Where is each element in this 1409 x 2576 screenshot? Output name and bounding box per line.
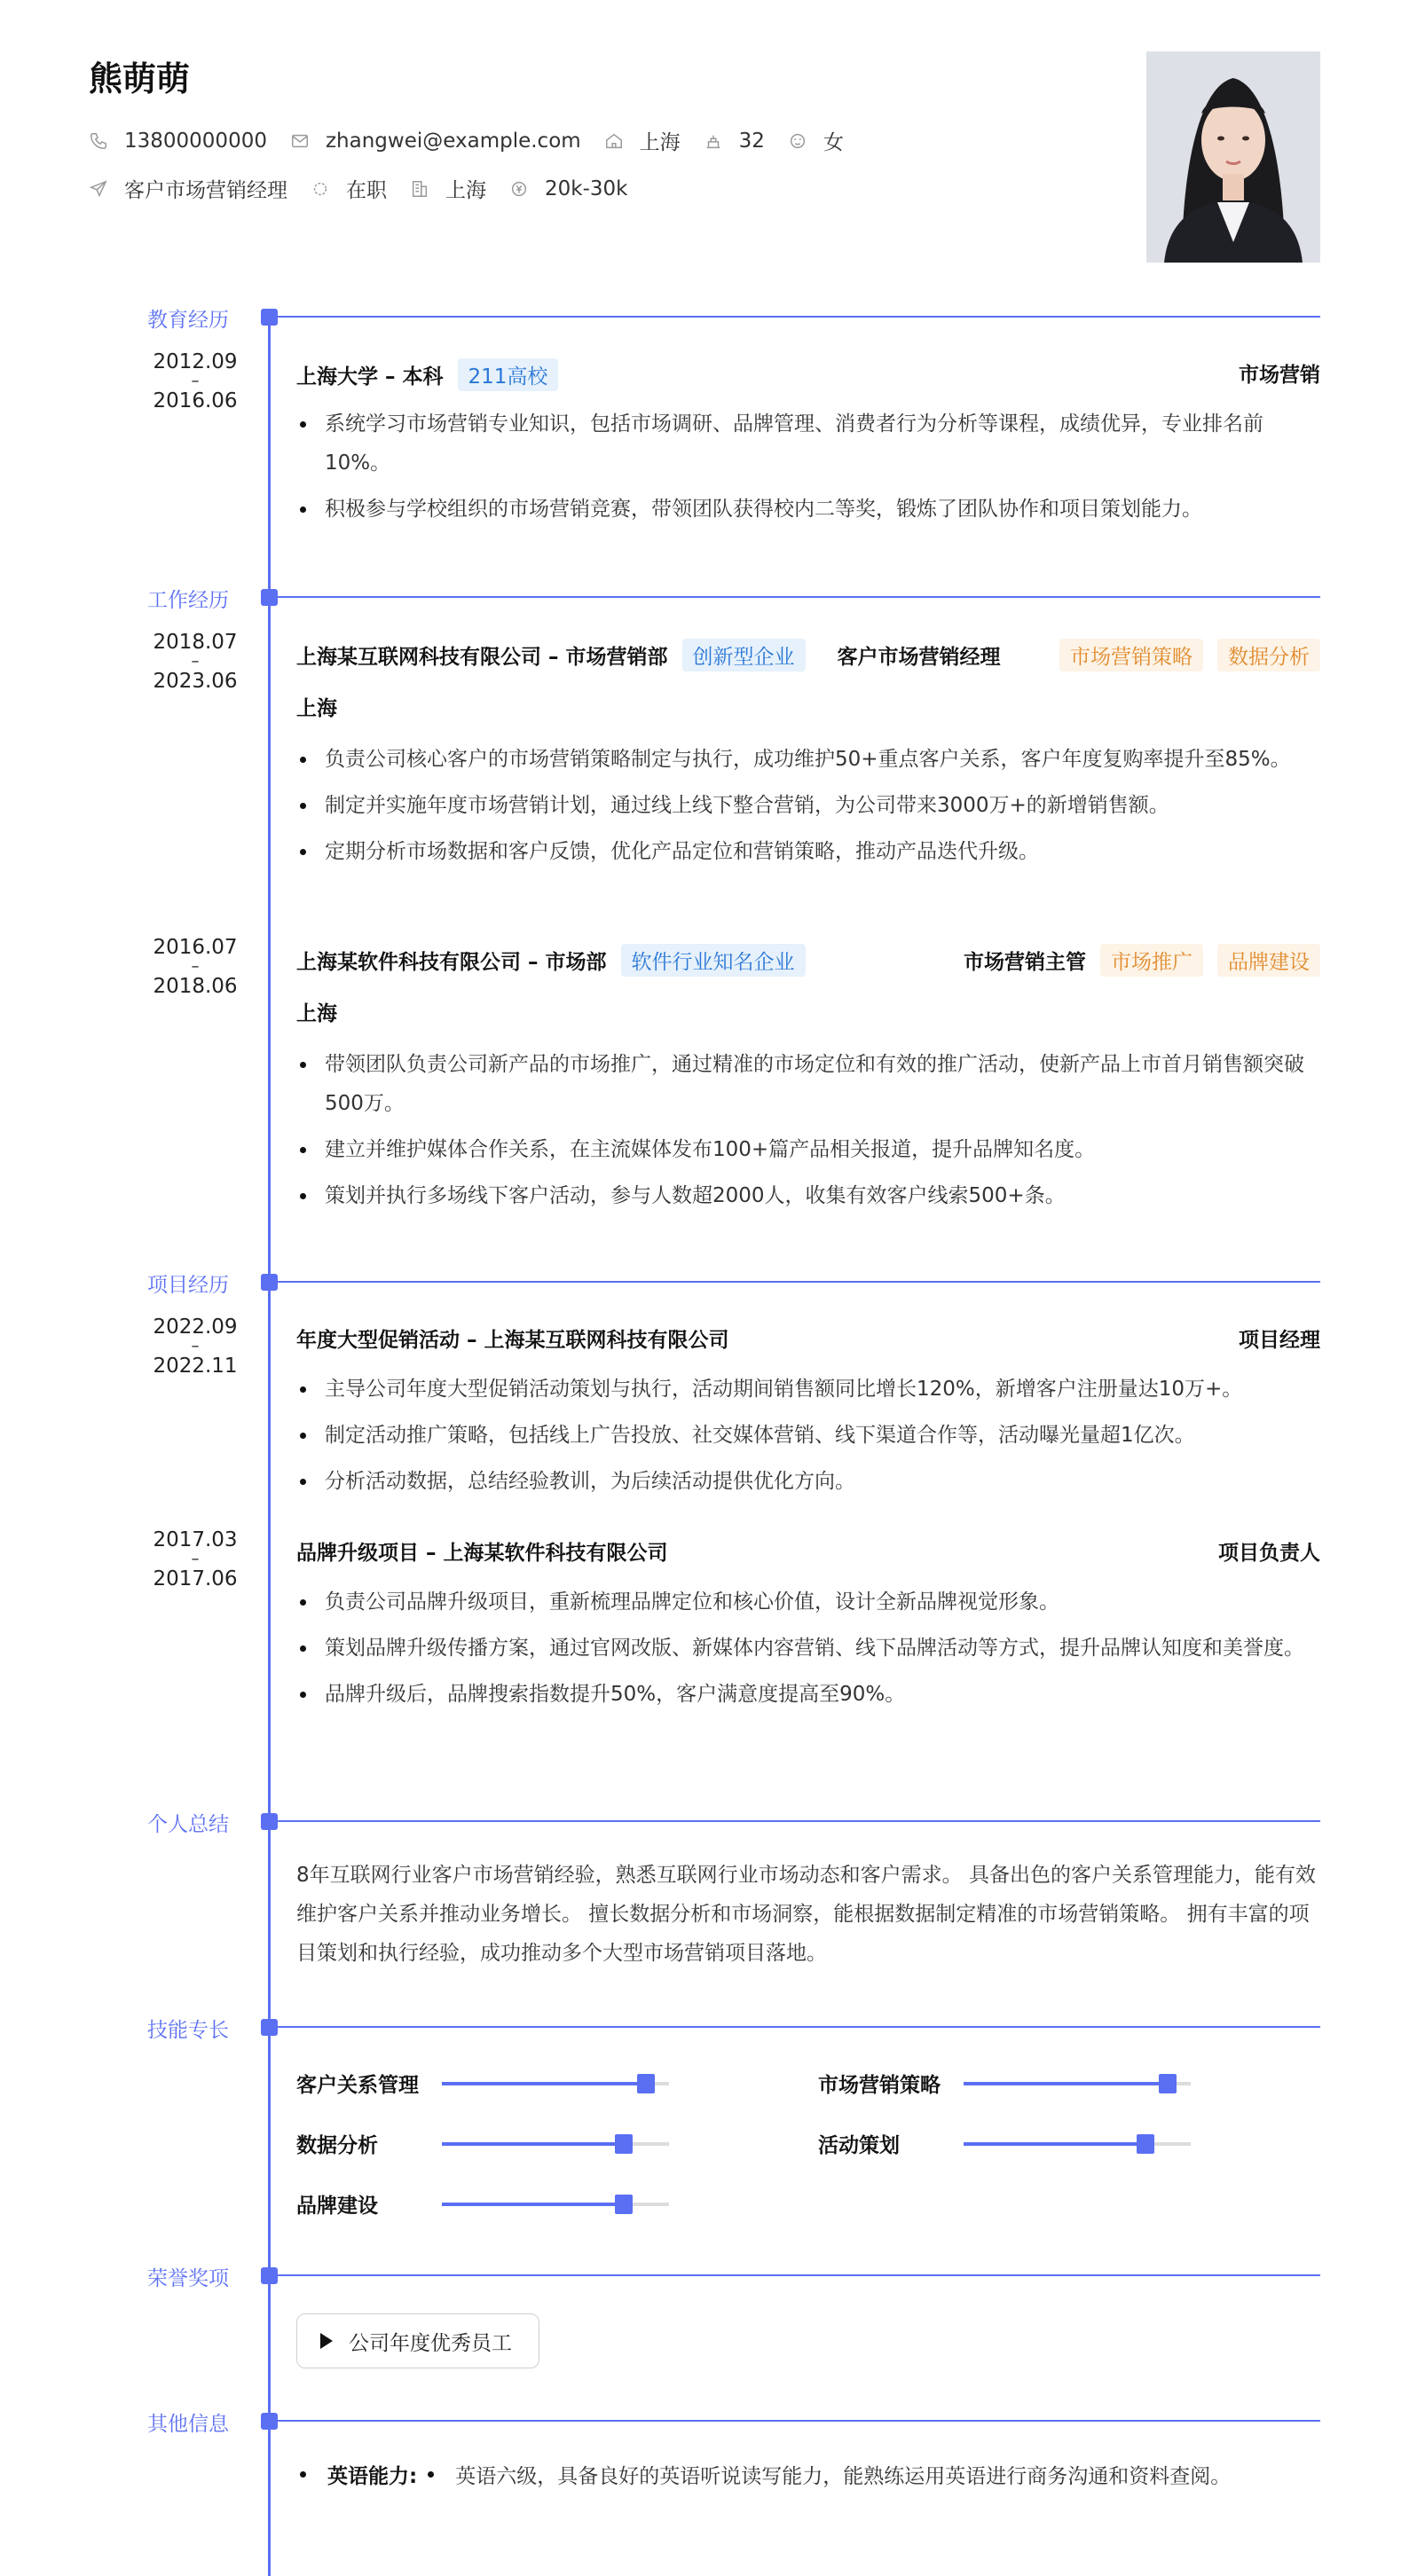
contact-row	[89, 126, 867, 155]
work-company	[296, 639, 1001, 671]
project-role: 项目经理	[1239, 1329, 1320, 1352]
skill-item	[296, 2129, 669, 2158]
skill-bar	[964, 2082, 1191, 2085]
skill-item	[818, 2129, 1191, 2158]
skill-item	[296, 2069, 669, 2098]
list-item: 品牌升级后，品牌搜索指数提升50%，客户满意度提高至90%。	[296, 1675, 1320, 1714]
work-company	[296, 944, 806, 977]
status-item	[311, 174, 387, 203]
list-item: 系统学习市场营销专业知识，包括市场调研、品牌管理、消费者行为分析等课程，成绩优异，专业排名前10%。	[296, 404, 1320, 483]
company-tag: 软件行业知名企业	[621, 944, 806, 977]
job-title-value: 客户市场营销经理	[124, 179, 287, 202]
list-item: 负责公司品牌升级项目，重新梳理品牌定位和核心价值，设计全新品牌视觉形象。	[296, 1583, 1320, 1622]
date-dash: –	[191, 1337, 200, 1355]
project-end: 2022.11	[153, 1355, 238, 1378]
section-title-work: 工作经历	[147, 589, 229, 612]
project-title: 品牌升级项目 – 上海某软件科技有限公司	[296, 1542, 668, 1565]
work-date	[124, 632, 266, 692]
work-tags	[1045, 639, 1320, 671]
timeline-line	[268, 316, 271, 2576]
status-icon	[311, 179, 330, 199]
skill-bar	[964, 2142, 1191, 2146]
list-item: 主导公司年度大型促销活动策划与执行，活动期间销售额同比增长120%，新增客户注册量达10万+。	[296, 1370, 1320, 1409]
edu-date	[124, 351, 266, 412]
company-name: 上海某软件科技有限公司 – 市场部	[296, 951, 607, 974]
gender-icon	[788, 131, 807, 151]
work-city-value: 上海	[445, 179, 486, 202]
section-divider	[271, 2274, 1320, 2276]
caret-right-icon	[320, 2333, 333, 2349]
job-row	[89, 174, 650, 203]
edu-start: 2012.09	[153, 350, 238, 373]
list-item: 带领团队负责公司新产品的市场推广，通过精准的市场定位和有效的推广活动，使新产品上市首月销售额突破500万。	[296, 1045, 1320, 1123]
skill-bar	[442, 2142, 669, 2146]
gender-item	[788, 126, 844, 155]
date-dash: –	[191, 1550, 200, 1568]
date-dash: –	[191, 372, 200, 390]
city-item	[604, 126, 681, 155]
work-location: 上海	[296, 1002, 337, 1025]
skill-knob	[615, 2195, 633, 2214]
work-date	[124, 937, 266, 997]
section-title-skills: 技能专长	[147, 2019, 229, 2042]
list-item: 定期分析市场数据和客户反馈，优化产品定位和营销策略，推动产品迭代升级。	[296, 832, 1320, 871]
skill-knob	[637, 2074, 655, 2093]
email-value: zhangwei@example.com	[325, 129, 581, 153]
skill-knob	[1159, 2074, 1177, 2093]
skill-name: 数据分析	[296, 2134, 378, 2157]
status-value: 在职	[346, 179, 387, 202]
list-item: 积极参与学校组织的市场营销竞赛，带领团队获得校内二等奖，锻炼了团队协作和项目策划能力。	[296, 490, 1320, 529]
project-start: 2022.09	[153, 1315, 238, 1339]
job-title-item	[89, 174, 287, 203]
section-divider	[271, 596, 1320, 598]
list-item: 策划并执行多场线下客户活动，参与人数超2000人，收集有效客户线索500+条。	[296, 1176, 1320, 1215]
work-location: 上海	[296, 697, 337, 720]
skill-bar	[442, 2203, 669, 2206]
skill-knob	[615, 2134, 633, 2154]
other-text: 英语六级，具备良好的英语听说读写能力，能熟练运用英语进行商务沟通和资料查阅。	[455, 2465, 1232, 2488]
phone-icon	[89, 131, 108, 151]
other-info-item	[296, 2460, 1231, 2489]
candidate-name: 熊萌萌	[89, 59, 191, 98]
skill-fill	[964, 2142, 1145, 2146]
work-bullets	[296, 1045, 1320, 1222]
age-icon	[704, 131, 723, 151]
list-item: 制定活动推广策略，包括线上广告投放、社交媒体营销、线下渠道合作等，活动曝光量超1亿次。	[296, 1416, 1320, 1455]
gender-value: 女	[823, 131, 844, 154]
send-icon	[89, 179, 108, 199]
work-bullets	[296, 740, 1320, 878]
bullet-dot	[428, 2471, 434, 2478]
section-divider	[271, 2026, 1320, 2028]
age-value: 32	[738, 129, 765, 153]
building-icon	[410, 179, 429, 199]
project-role: 项目负责人	[1218, 1542, 1320, 1565]
skill-item	[296, 2189, 669, 2219]
age-item	[704, 130, 765, 153]
phone-item	[89, 130, 267, 153]
section-title-honors: 荣誉奖项	[147, 2267, 229, 2290]
profile-photo	[1146, 51, 1320, 263]
section-title-summary: 个人总结	[147, 1813, 229, 1836]
school-tag: 211高校	[458, 358, 559, 391]
summary-text: 8年互联网行业客户市场营销经验，熟悉互联网行业市场动态和客户需求。 具备出色的客户关系管理能力，能有效维护客户关系并推动业务增长。 擅长数据分析和市场洞察，能根据数据制定精准的市场营销策略。 拥有丰富的项目策划和执行经验，成功推动多个大型市场营销项目落地。	[296, 1864, 1316, 1965]
work-city-item	[410, 174, 486, 203]
skill-tag: 数据分析	[1217, 639, 1320, 671]
work-end: 2023.06	[153, 670, 238, 693]
project-date	[124, 1529, 266, 1590]
home-icon	[604, 131, 624, 151]
skill-bar	[442, 2082, 669, 2085]
school-name: 上海大学 – 本科	[296, 365, 444, 389]
work-end: 2018.06	[153, 975, 238, 998]
mail-icon	[290, 131, 310, 151]
section-title-education: 教育经历	[147, 309, 229, 332]
city-value: 上海	[639, 131, 681, 154]
list-item: 建立并维护媒体合作关系，在主流媒体发布100+篇产品相关报道，提升品牌知名度。	[296, 1130, 1320, 1169]
award-item[interactable]	[296, 2313, 539, 2368]
list-item: 制定并实施年度市场营销计划，通过线上线下整合营销，为公司带来3000万+的新增销售额。	[296, 786, 1320, 825]
work-start: 2016.07	[153, 936, 238, 959]
project-bullets	[296, 1583, 1320, 1721]
skill-item	[818, 2069, 1191, 2098]
section-divider	[271, 1281, 1320, 1283]
skill-fill	[442, 2203, 624, 2206]
skill-name: 客户关系管理	[296, 2074, 419, 2097]
skill-tag: 品牌建设	[1217, 944, 1320, 977]
bullet-dot	[300, 2471, 306, 2478]
project-start: 2017.03	[153, 1528, 238, 1551]
section-divider	[271, 316, 1320, 318]
list-item: 策划品牌升级传播方案，通过官网改版、新媒体内容营销、线下品牌活动等方式，提升品牌认知度和美誉度。	[296, 1629, 1320, 1668]
list-item: 负责公司核心客户的市场营销策略制定与执行，成功维护50+重点客户关系，客户年度复购率提升至85%。	[296, 740, 1320, 779]
project-date	[124, 1316, 266, 1377]
section-divider	[271, 2420, 1320, 2422]
salary-value: 20k-30k	[545, 177, 628, 200]
project-end: 2017.06	[153, 1567, 238, 1590]
work-tags	[964, 944, 1320, 977]
skill-fill	[964, 2082, 1168, 2085]
project-bullets	[296, 1370, 1320, 1508]
email-item	[290, 130, 581, 153]
list-item: 分析活动数据，总结经验教训，为后续活动提供优化方向。	[296, 1462, 1320, 1501]
date-dash: –	[191, 957, 200, 976]
skill-tag: 市场推广	[1100, 944, 1203, 977]
date-dash: –	[191, 652, 200, 671]
section-title-other: 其他信息	[147, 2413, 229, 2436]
skill-name: 品牌建设	[296, 2195, 378, 2218]
section-divider	[271, 1820, 1320, 1822]
position-name: 客户市场营销经理	[837, 646, 1001, 669]
skill-name: 活动策划	[818, 2134, 900, 2157]
phone-value: 13800000000	[124, 129, 267, 153]
money-icon	[509, 179, 529, 199]
company-name: 上海某互联网科技有限公司 – 市场营销部	[296, 646, 668, 669]
skill-name: 市场营销策略	[818, 2074, 941, 2097]
skill-fill	[442, 2082, 646, 2085]
position-name: 市场营销主管	[964, 951, 1086, 974]
skill-fill	[442, 2142, 624, 2146]
edu-end: 2016.06	[153, 389, 238, 412]
salary-item	[509, 177, 627, 200]
project-title: 年度大型促销活动 – 上海某互联网科技有限公司	[296, 1329, 729, 1352]
edu-title	[296, 358, 558, 391]
skill-knob	[1137, 2134, 1154, 2154]
work-start: 2018.07	[153, 631, 238, 654]
section-title-project: 项目经历	[147, 1274, 229, 1297]
other-label: 英语能力:	[327, 2465, 418, 2488]
company-tag: 创新型企业	[682, 639, 806, 671]
skill-tag: 市场营销策略	[1059, 639, 1203, 671]
edu-bullets	[296, 404, 1320, 536]
award-label: 公司年度优秀员工	[349, 2331, 512, 2355]
major-name: 市场营销	[1239, 364, 1320, 387]
